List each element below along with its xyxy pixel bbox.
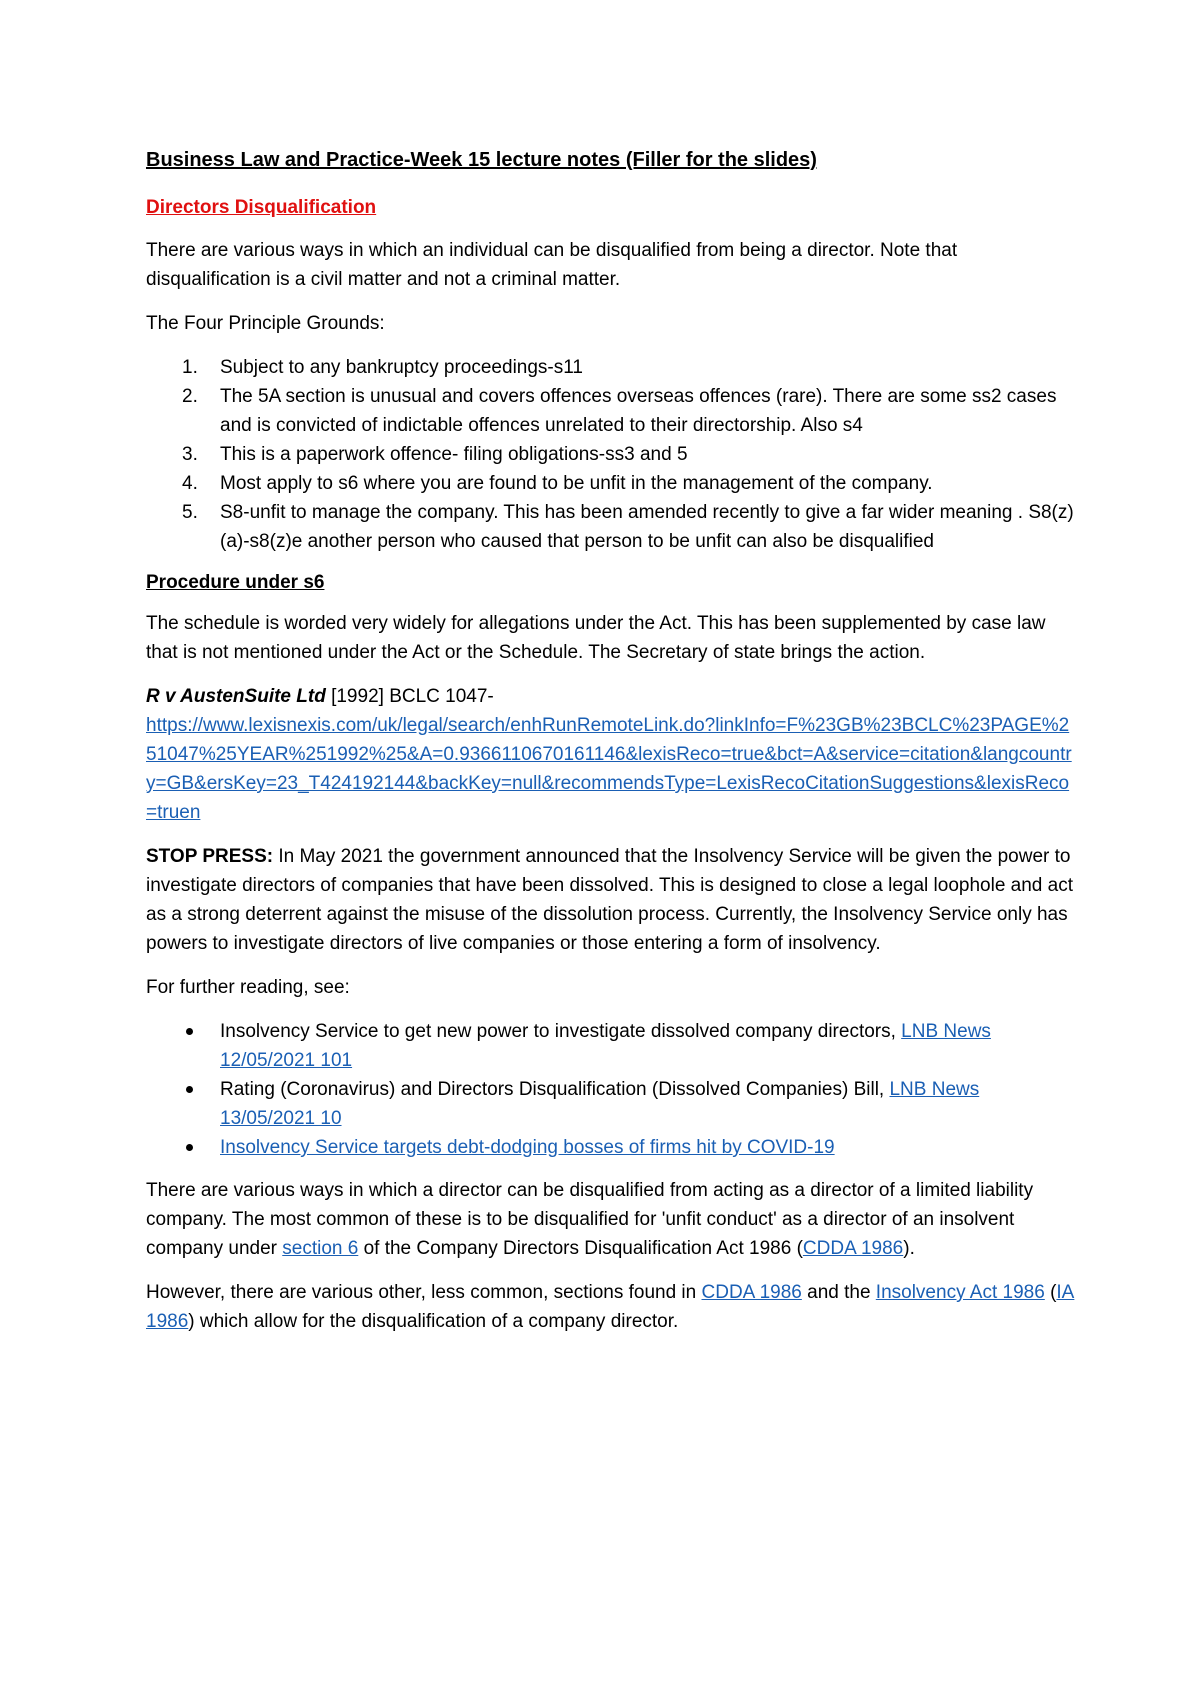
bullet-icon <box>186 1086 193 1093</box>
list-item <box>146 1017 1076 1075</box>
further-reading-label: For further reading, see: <box>146 977 350 998</box>
list-item <box>146 382 1076 440</box>
cdda-1986-link[interactable]: CDDA 1986 <box>802 1238 904 1259</box>
procedure-paragraph: The schedule is worded very widely for allegations under the Act. This has been supplemented by case law that is not mentioned under the Act or the Schedule. The Secretary of state brings the action. <box>146 613 1046 663</box>
document-body <box>146 146 1076 1351</box>
bullet-icon <box>186 1028 193 1035</box>
cdda-1986-link[interactable]: CDDA 1986 <box>701 1282 802 1303</box>
list-item-text: Insolvency Service to get new power to investigate dissolved company directors, <box>220 1021 902 1042</box>
reading-link[interactable]: LNB News 13/05/2021 10 <box>220 1079 980 1129</box>
section-6-link[interactable]: section 6 <box>282 1238 359 1259</box>
list-item-text: This is a paperwork offence- filing obligations-ss3 and 5 <box>220 444 688 465</box>
list-number: 5. <box>182 502 198 523</box>
paragraph-text: of the Company Directors Disqualification Act 1986 ( <box>358 1238 803 1259</box>
further-reading-list <box>146 1017 1076 1162</box>
reading-link[interactable]: Insolvency Service targets debt-dodging bosses of firms hit by COVID-19 <box>220 1137 835 1158</box>
list-item-text: Rating (Coronavirus) and Directors Disqualification (Dissolved Companies) Bill, <box>220 1079 890 1100</box>
list-number: 1. <box>182 357 198 378</box>
grounds-label: The Four Principle Grounds: <box>146 313 385 334</box>
case-url-link[interactable]: https://www.lexisnexis.com/uk/legal/search/enhRunRemoteLink.do?linkInfo=F%23GB%23BCLC%23PAGE%251047%25YEAR%251992%25&A=0.9366110670161146&lexisReco=true&bct=A&service=citation&langcountry=GB&ersKey=23_T424192144&backKey=null&recommendsType=LexisRecoCitationSuggestions&lexisReco=truen <box>146 715 1072 823</box>
list-item <box>146 469 1076 498</box>
list-number: 2. <box>182 386 198 407</box>
paragraph-text: and the <box>801 1282 876 1303</box>
list-number: 4. <box>182 473 198 494</box>
case-citation: [1992] BCLC 1047- <box>325 686 494 707</box>
section-heading-procedure: Procedure under s6 <box>146 572 325 593</box>
list-item <box>146 498 1076 556</box>
list-item-text: The 5A section is unusual and covers offences overseas offences (rare). There are some ss2 cases and is convicted of indictable offences unrelated to their directorship. Also s4 <box>220 386 1057 436</box>
intro-paragraph: There are various ways in which an individual can be disqualified from being a director. Note that disqualification is a civil matter and not a criminal matter. <box>146 240 958 290</box>
paragraph-text: There are various ways in which a director can be disqualified from acting as a director of a limited liability company. The most common of these is to be disqualified for 'unfit conduct' as a director of an insolvent company under <box>146 1180 1034 1259</box>
list-item <box>146 1133 1076 1162</box>
list-item-text: S8-unfit to manage the company. This has been amended recently to give a far wider meaning . S8(z)(a)-s8(z)e another person who caused that person to be unfit can also be disqualified <box>220 502 1074 552</box>
paragraph-text: ( <box>1044 1282 1057 1303</box>
list-item <box>146 440 1076 469</box>
list-item-text: Most apply to s6 where you are found to be unfit in the management of the company. <box>220 473 933 494</box>
paragraph-text: However, there are various other, less common, sections found in <box>146 1282 702 1303</box>
insolvency-act-1986-link[interactable]: Insolvency Act 1986 <box>875 1282 1045 1303</box>
paragraph-text: ). <box>903 1238 915 1259</box>
bullet-icon <box>186 1144 193 1151</box>
list-number: 3. <box>182 444 198 465</box>
paragraph-text: ) which allow for the disqualification of a company director. <box>188 1311 679 1332</box>
list-item-text: Subject to any bankruptcy proceedings-s11 <box>220 357 583 378</box>
ia-1986-link[interactable]: IA 1986 <box>146 1282 1075 1332</box>
document-title: Business Law and Practice-Week 15 lecture notes (Filler for the slides) <box>146 149 817 171</box>
grounds-list <box>146 353 1076 556</box>
list-item <box>146 353 1076 382</box>
disqualification-paragraph <box>146 1176 1076 1263</box>
list-item <box>146 1075 1076 1133</box>
reading-link[interactable]: LNB News 12/05/2021 101 <box>220 1021 991 1071</box>
case-name: R v AustenSuite Ltd <box>146 686 326 707</box>
stop-press-text: In May 2021 the government announced that the Insolvency Service will be given the power to investigate directors of companies that have been dissolved. This is designed to close a legal loophole and act as a strong deterrent against the misuse of the dissolution process. Currently, the Insolvency Service only has powers to investigate directors of live companies or those entering a form of insolvency. <box>146 846 1074 954</box>
section-heading-directors-disqualification: Directors Disqualification <box>146 197 377 218</box>
stop-press-label: STOP PRESS: <box>146 846 274 867</box>
case-citation-paragraph <box>146 682 1076 827</box>
other-sections-paragraph <box>146 1278 1076 1336</box>
stop-press-paragraph <box>146 842 1076 958</box>
